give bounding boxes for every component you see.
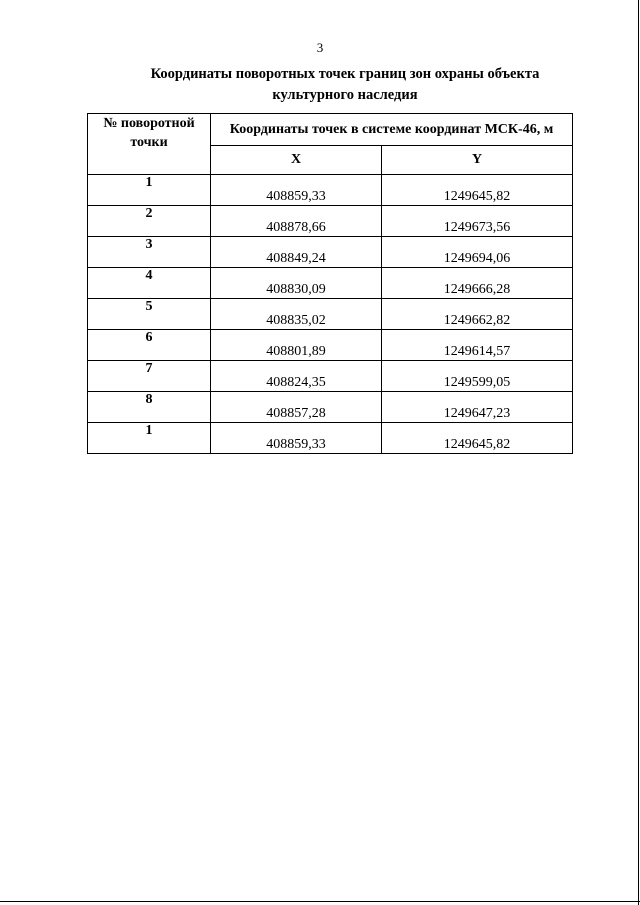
header-x: X — [211, 146, 382, 175]
x-cell: 408824,35 — [211, 361, 382, 392]
point-number-cell: 8 — [88, 392, 211, 423]
scan-edge-right — [638, 0, 639, 905]
y-cell: 1249599,05 — [382, 361, 573, 392]
table-row — [88, 268, 573, 299]
y-cell: 1249673,56 — [382, 206, 573, 237]
page-title — [110, 64, 580, 106]
point-number-cell: 6 — [88, 330, 211, 361]
scan-edge-bottom — [0, 901, 640, 902]
table-row — [88, 237, 573, 268]
header-point-number-line-1: № поворотной — [103, 116, 195, 131]
header-point-number-line-2: точки — [130, 135, 168, 150]
point-number-cell: 5 — [88, 299, 211, 330]
table-row — [88, 206, 573, 237]
point-number-cell: 7 — [88, 361, 211, 392]
x-cell: 408849,24 — [211, 237, 382, 268]
x-cell: 408830,09 — [211, 268, 382, 299]
table-row — [88, 361, 573, 392]
table-row — [88, 392, 573, 423]
point-number-cell: 2 — [88, 206, 211, 237]
table-row — [88, 330, 573, 361]
header-coordinates: Координаты точек в системе координат МСК-46, м — [211, 114, 573, 146]
point-number-cell: 4 — [88, 268, 211, 299]
y-cell: 1249662,82 — [382, 299, 573, 330]
x-cell: 408801,89 — [211, 330, 382, 361]
x-cell: 408835,02 — [211, 299, 382, 330]
title-line-2: культурного наследия — [272, 87, 418, 103]
table-row — [88, 175, 573, 206]
x-cell: 408859,33 — [211, 175, 382, 206]
y-cell: 1249614,57 — [382, 330, 573, 361]
y-cell: 1249694,06 — [382, 237, 573, 268]
x-cell: 408857,28 — [211, 392, 382, 423]
page-number: 3 — [316, 40, 324, 55]
y-cell: 1249645,82 — [382, 423, 573, 454]
y-cell: 1249645,82 — [382, 175, 573, 206]
x-cell: 408859,33 — [211, 423, 382, 454]
point-number-cell: 3 — [88, 237, 211, 268]
header-point-number — [88, 114, 211, 175]
y-cell: 1249647,23 — [382, 392, 573, 423]
title-line-1: Координаты поворотных точек границ зон охраны объекта — [150, 66, 540, 82]
x-cell: 408878,66 — [211, 206, 382, 237]
coordinates-table — [87, 113, 573, 454]
point-number-cell: 1 — [88, 175, 211, 206]
header-y: Y — [382, 146, 573, 175]
y-cell: 1249666,28 — [382, 268, 573, 299]
table-row — [88, 299, 573, 330]
point-number-cell: 1 — [88, 423, 211, 454]
table-row — [88, 423, 573, 454]
